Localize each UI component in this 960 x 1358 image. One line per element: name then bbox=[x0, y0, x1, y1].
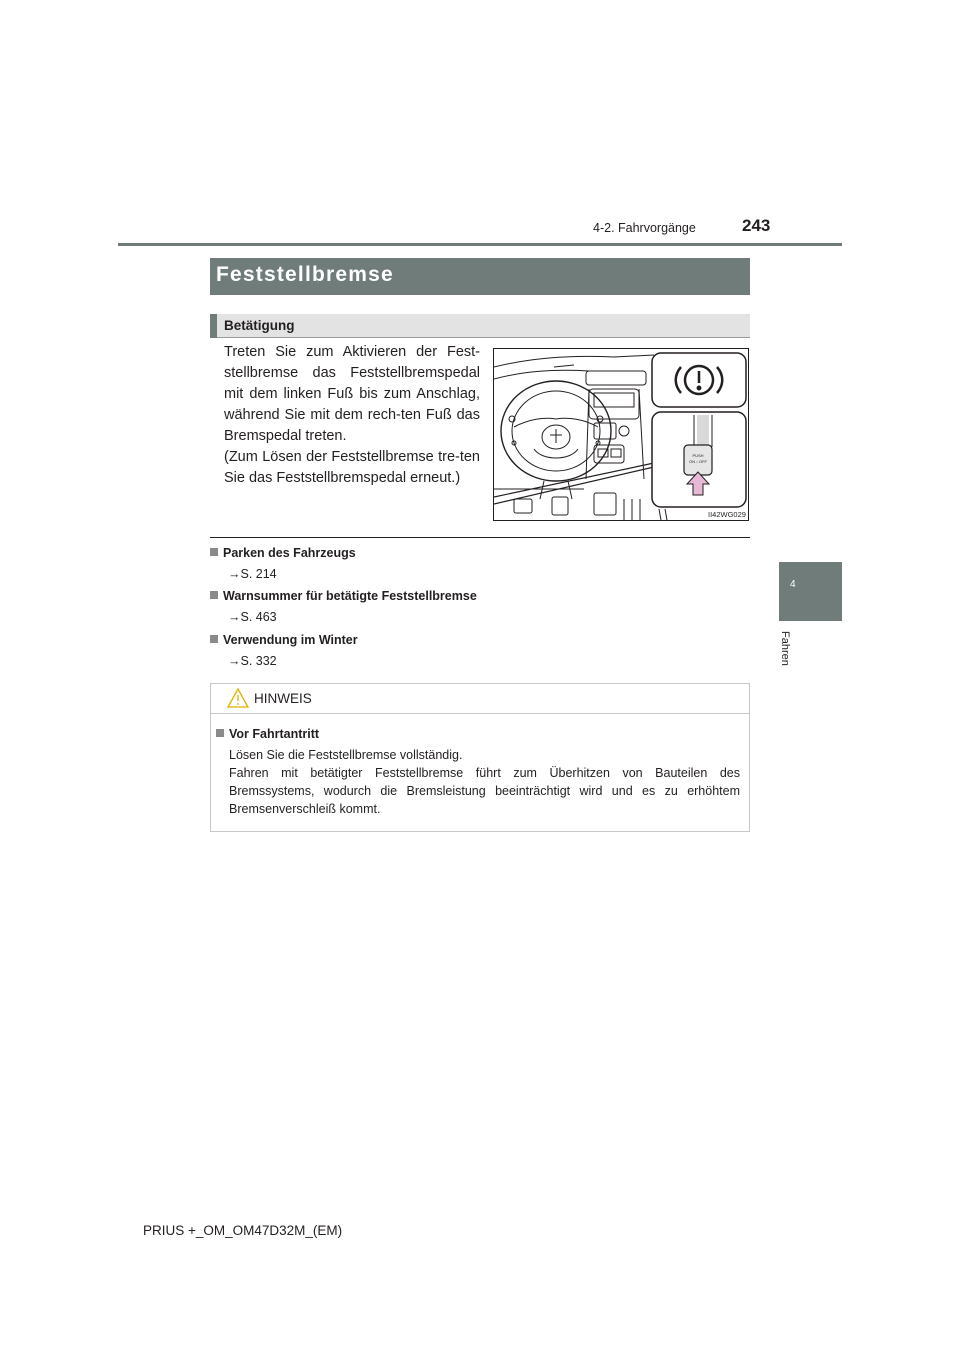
chapter-label: Fahren bbox=[779, 631, 791, 666]
instruction-text bbox=[224, 342, 480, 489]
note-2-reference-link[interactable]: →S. 463 bbox=[228, 610, 277, 624]
notice-line-1: Lösen Sie die Feststellbremse vollständig. bbox=[229, 748, 463, 762]
bullet-square-icon bbox=[216, 729, 224, 737]
chapter-tab[interactable] bbox=[779, 562, 842, 621]
chapter-number: 4 bbox=[790, 579, 796, 590]
note-2 bbox=[210, 589, 477, 603]
notice-header bbox=[211, 684, 749, 714]
parking-brake-illustration bbox=[493, 348, 749, 521]
notice-title: HINWEIS bbox=[254, 691, 312, 706]
dashboard-drawing bbox=[494, 349, 748, 520]
chapter-label-box bbox=[779, 631, 810, 691]
bullet-square-icon bbox=[210, 548, 218, 556]
subsection-title: Betätigung bbox=[224, 318, 295, 333]
note-3 bbox=[210, 633, 358, 647]
subsection-bar bbox=[210, 314, 750, 338]
instruction-paragraph-1: Treten Sie zum Aktivieren der Fest-stellbremse das Feststellbremspedal mit dem linken Fuß bis zum Anschlag, während Sie mit dem rech-ten Fuß das Bremspedal treten. bbox=[224, 344, 480, 444]
section-reference: 4-2. Fahrvorgänge bbox=[593, 221, 696, 235]
note-1-reference-link[interactable]: →S. 214 bbox=[228, 567, 277, 581]
notice-subheading: Vor Fahrtantritt bbox=[216, 727, 319, 741]
pedal-label-line2: ON⇔OFF bbox=[689, 459, 707, 464]
notice-body bbox=[229, 746, 740, 818]
bullet-square-icon bbox=[210, 591, 218, 599]
note-heading: Verwendung im Winter bbox=[210, 633, 358, 647]
warning-triangle-icon bbox=[226, 687, 250, 709]
notice-box bbox=[210, 683, 750, 832]
title-bar bbox=[210, 258, 750, 295]
note-heading: Parken des Fahrzeugs bbox=[210, 546, 356, 560]
instruction-paragraph-2: (Zum Lösen der Feststellbremse tre-ten Sie das Feststellbremspedal erneut.) bbox=[224, 449, 480, 486]
subsection-accent bbox=[210, 314, 217, 338]
note-3-reference-link[interactable]: →S. 332 bbox=[228, 654, 277, 668]
bullet-square-icon bbox=[210, 635, 218, 643]
footer-document-code: PRIUS +_OM_OM47D32M_(EM) bbox=[143, 1223, 343, 1238]
page-number: 243 bbox=[742, 216, 771, 235]
notice-line-2: Fahren mit betätigter Feststellbremse führt zum Überhitzen von Bauteilen des Bremssystems, wodurch die Bremsleistung beeinträchtigt wird und es zu erhöhtem Bremsenverschleiß kommt. bbox=[229, 766, 740, 816]
note-1 bbox=[210, 546, 356, 560]
pedal-label-line1: PUSH bbox=[692, 453, 704, 458]
page-title: Feststellbremse bbox=[216, 263, 394, 286]
divider bbox=[210, 537, 750, 538]
header-rule bbox=[118, 243, 842, 246]
illustration-code: II42WG029 bbox=[708, 510, 746, 519]
note-heading: Warnsummer für betätigte Feststellbremse bbox=[210, 589, 477, 603]
